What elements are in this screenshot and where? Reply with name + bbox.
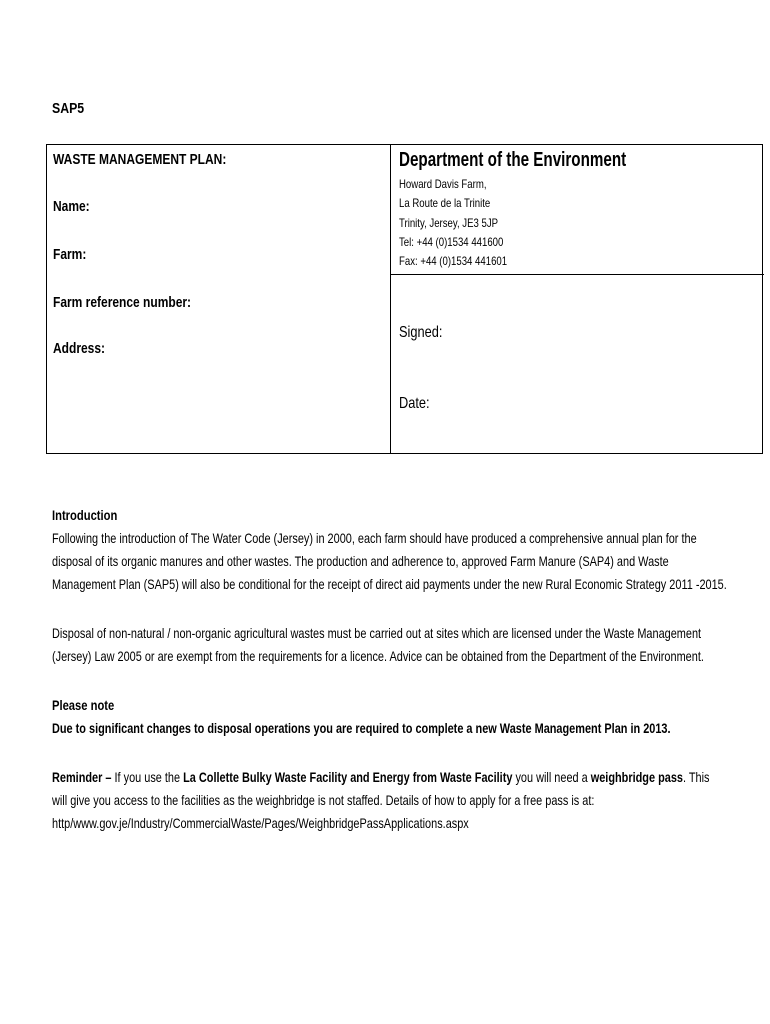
- telephone: Tel: +44 (0)1534 441600: [399, 235, 504, 249]
- introduction-section: [52, 504, 770, 596]
- introduction-line: Following the introduction of The Water Code (Jersey) in 2000, each farm should have produced a comprehensive annual plan for the: [52, 530, 697, 546]
- introduction-line: disposal of its organic manures and other wastes. The production and adherence to, approved Farm Manure (SAP4) and Waste: [52, 553, 669, 569]
- plan-title: WASTE MANAGEMENT PLAN:: [53, 151, 227, 168]
- disposal-line: (Jersey) Law 2005 or are exempt from the requirements for a licence. Advice can be obtained from the Department of the Environment.: [52, 648, 704, 664]
- weighbridge-pass: weighbridge pass: [590, 769, 683, 785]
- address-line: Howard Davis Farm,: [399, 177, 487, 191]
- form-code: SAP5: [52, 100, 85, 117]
- row-divider: [390, 274, 764, 275]
- note-section: [52, 694, 770, 740]
- address-line: Trinity, Jersey, JE3 5JP: [399, 216, 499, 230]
- reminder-text: . This: [682, 769, 710, 785]
- facility-name: La Collette Bulky Waste Facility and Energy from Waste Facility: [183, 769, 513, 785]
- disposal-section: [52, 622, 770, 668]
- column-divider: [390, 145, 391, 453]
- name-label: Name:: [53, 198, 90, 215]
- disposal-line: Disposal of non-natural / non-organic agricultural wastes must be carried out at sites which are licensed under the Waste Management: [52, 625, 702, 641]
- note-heading: Please note: [52, 697, 115, 713]
- reminder-text: If you use the: [111, 769, 184, 785]
- reminder-line: will give you access to the facilities as the weighbridge is not staffed. Details of how to apply for a free pass is at:: [52, 792, 595, 808]
- signed-label: Signed:: [399, 324, 443, 341]
- fax: Fax: +44 (0)1534 441601: [399, 254, 508, 268]
- date-label: Date:: [399, 395, 430, 412]
- farm-reference-label: Farm reference number:: [53, 294, 192, 311]
- reminder-label: Reminder –: [52, 769, 112, 785]
- introduction-line: Management Plan (SAP5) will also be conditional for the receipt of direct aid payments under the new Rural Economic Strategy 2011 -2015.: [52, 576, 727, 592]
- form-box: [46, 144, 763, 454]
- weighbridge-url[interactable]: http/www.gov.je/Industry/CommercialWaste/Pages/WeighbridgePassApplications.aspx: [52, 815, 469, 831]
- reminder-text: you will need a: [512, 769, 591, 785]
- farm-label: Farm:: [53, 246, 87, 263]
- reminder-section: [52, 766, 770, 835]
- introduction-heading: Introduction: [52, 507, 118, 523]
- address-line: La Route de la Trinite: [399, 196, 491, 210]
- department-name: Department of the Environment: [399, 149, 627, 171]
- address-label: Address:: [53, 340, 106, 357]
- note-text: Due to significant changes to disposal operations you are required to complete a new Waste Management Plan in 2013.: [52, 720, 671, 736]
